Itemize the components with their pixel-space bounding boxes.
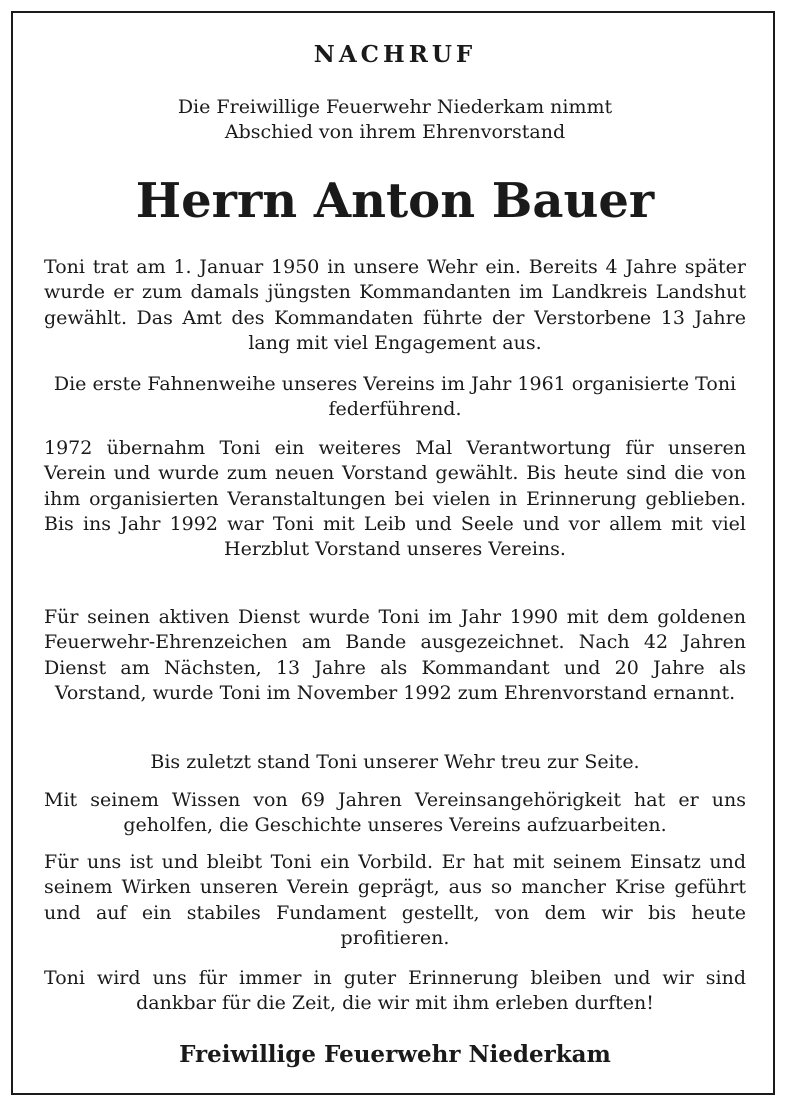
paragraph: Für seinen aktiven Dienst wurde Toni im Jahr 1990 mit dem goldenen Feuerwehr-Ehrenzeichen am Bande ausgezeichnet. Nach 42 Jahren Dienst am Nächsten, 13 Jahre als Kommandant und 20 Jahre als Vorstand, wurde Toni im November 1992 zum Ehrenvorstand ernannt.: [44, 606, 746, 704]
intro-line: Abschied von ihrem Ehrenvorstand: [224, 121, 566, 143]
paragraph: Toni trat am 1. Januar 1950 in unsere Wehr ein. Bereits 4 Jahre später wurde er zum damals jüngsten Kommandanten im Landkreis Landshut gewählt. Das Amt des Kommandaten führte der Verstorbene 13 Jahre lang mit viel Engagement aus.: [44, 256, 746, 354]
paragraph: Toni wird uns für immer in guter Erinnerung bleiben und wir sind dankbar für die Zeit, die wir mit ihm erleben durften!: [44, 967, 746, 1015]
paragraph: 1972 übernahm Toni ein weiteres Mal Verantwortung für unseren Verein und wurde zum neuen Vorstand gewählt. Bis heute sind die von ihm organisierten Veranstaltungen bei vielen in Erinnerung geblieben. Bis ins Jahr 1992 war Toni mit Leib und Seele und vor allem mit viel Herzblut Vorstand unseres Vereins.: [44, 437, 746, 561]
paragraph: Die erste Fahnenweihe unseres Vereins im Jahr 1961 organisierte Toni federführend.: [53, 373, 737, 421]
paragraph: Für uns ist und bleibt Toni ein Vorbild. Er hat mit seinem Einsatz und seinem Wirken unseren Verein geprägt, aus so mancher Krise geführt und auf ein stabiles Fundament gestellt, von dem wir bis heute profitieren.: [44, 851, 746, 949]
signature: Freiwillige Feuerwehr Niederkam: [179, 1041, 611, 1068]
paragraph: Mit seinem Wissen von 69 Jahren Vereinsangehörigkeit hat er uns geholfen, die Geschichte unseres Vereins aufzuarbeiten.: [44, 789, 746, 837]
notice-heading: NACHRUF: [313, 41, 477, 68]
deceased-name: Herrn Anton Bauer: [135, 173, 655, 229]
intro-line: Die Freiwillige Feuerwehr Niederkam nimmt: [177, 96, 613, 118]
intro-text: [44, 95, 746, 145]
paragraph: Bis zuletzt stand Toni unserer Wehr treu zur Seite.: [150, 751, 640, 773]
